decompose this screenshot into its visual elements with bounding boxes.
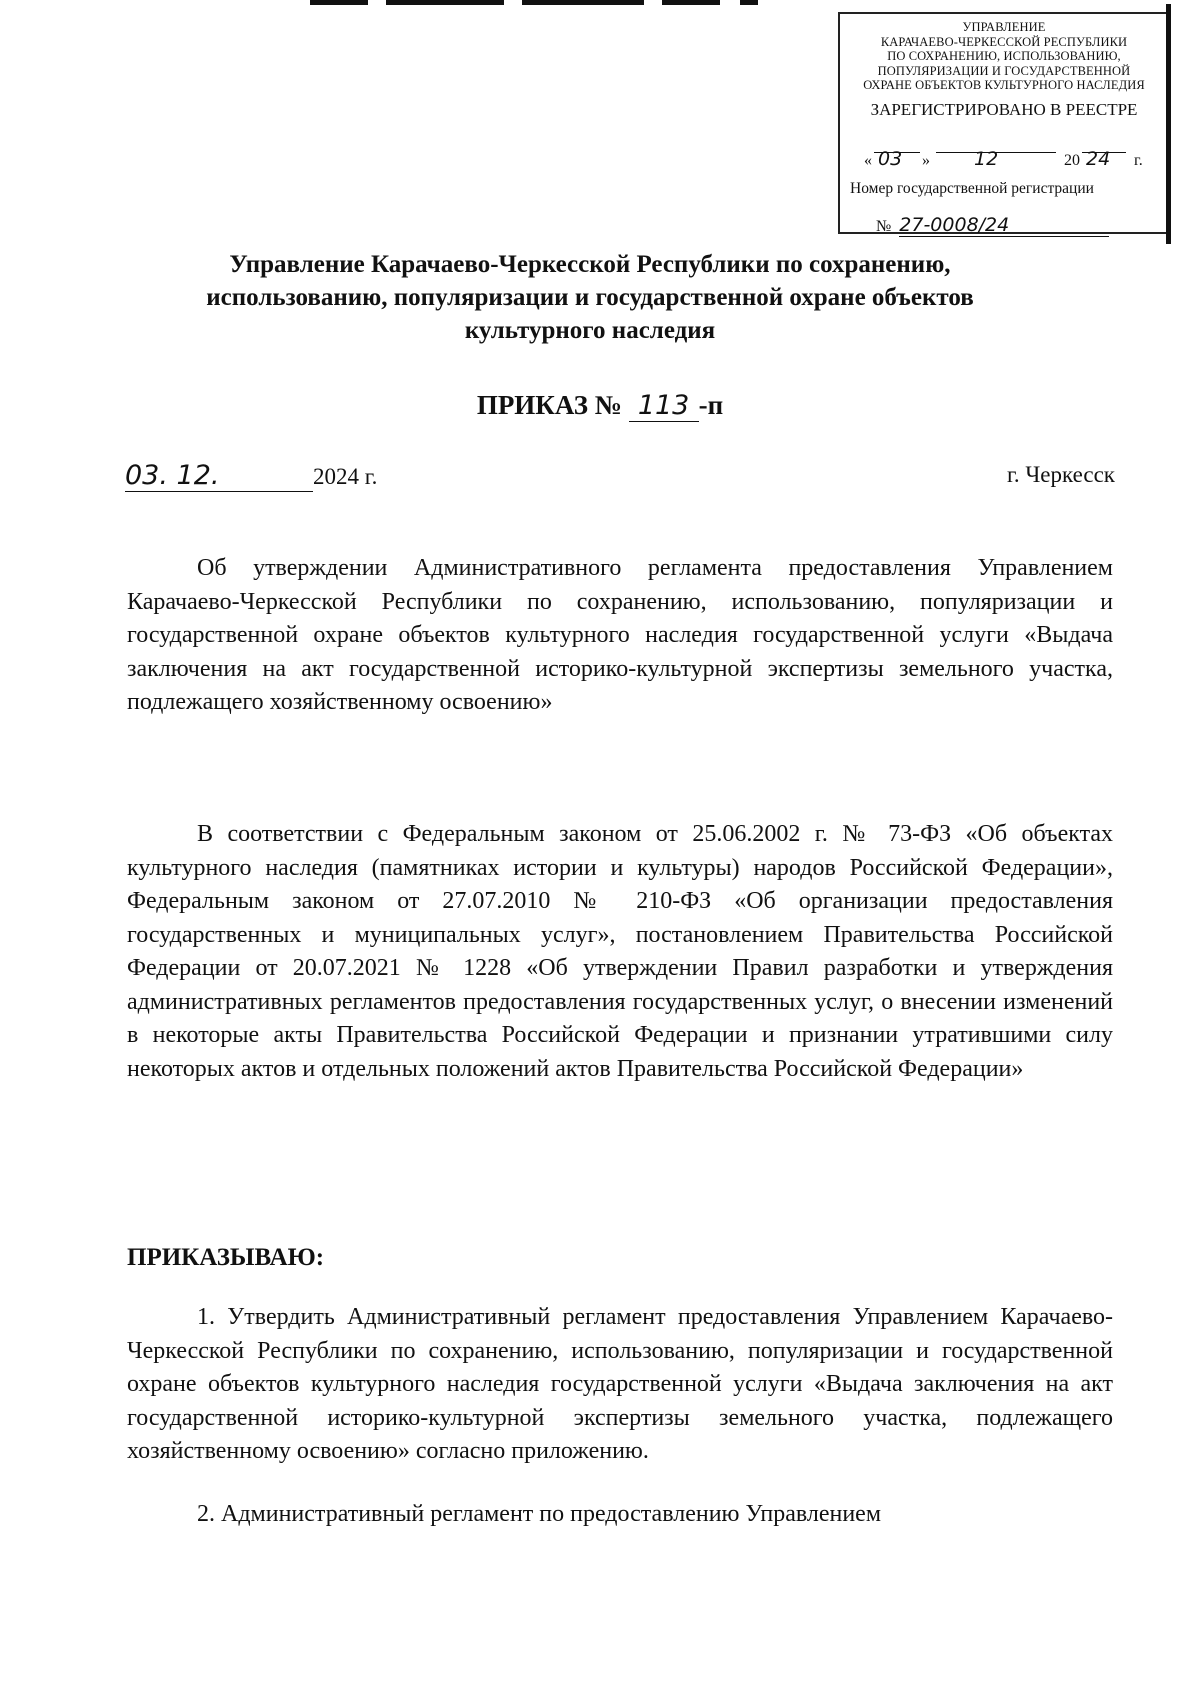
order-subject: Об утверждении Административного регламента предоставления Управлением Карачаево-Черкесской Республики по сохранению, использованию, популяризации и государственной охране объектов культурного наследия государственной услуги «Выдача заключения на акт государственной историко-культурной экспертизы земельного участка, подлежащего хозяйственному освоению» xyxy=(127,555,1113,715)
stamp-year: 24 xyxy=(1086,148,1111,170)
order-title: ПРИКАЗ № 113 -п xyxy=(476,390,724,421)
order-date-row xyxy=(125,460,1115,492)
order-word: ПРИКАЗЫВАЮ: xyxy=(127,1244,325,1271)
registration-stamp xyxy=(838,12,1170,234)
stamp-month: 12 xyxy=(974,148,999,170)
stamp-organization: УПРАВЛЕНИЕ КАРАЧАЕВО-ЧЕРКЕССКОЙ РЕСПУБЛИКИ ПО СОХРАНЕНИЮ, ИСПОЛЬЗОВАНИЮ, ПОПУЛЯРИЗАЦИИ И ГОСУДАРСТВЕННОЙ ОХРАНЕ ОБЪЕКТОВ КУЛЬТУРНОГО НАСЛЕДИЯ xyxy=(863,20,1145,92)
order-city: г. Черкесск xyxy=(1007,462,1115,487)
organization-title: Управление Карачаево-Черкесской Республики по сохранению, использованию, популяризации и государственной охране объектов культурного наследия xyxy=(206,251,974,344)
stamp-number-value: 27-0008/24 xyxy=(899,214,1109,237)
order-year: 2024 г. xyxy=(313,464,378,489)
stamp-date: « 03 » 12 20 24 г. xyxy=(864,148,1143,170)
stamp-day: 03 xyxy=(878,148,903,170)
order-item-2: 2. Административный регламент по предоставлению Управлением xyxy=(197,1501,882,1527)
order-date-handwritten: 03. 12. xyxy=(125,460,313,492)
preamble: В соответствии с Федеральным законом от 25.06.2002 г. № 73-ФЗ «Об объектах культурного наследия (памятниках истории и культуры) народов Российской Федерации», Федеральным законом от 27.07.2010 № 210-ФЗ «Об организации предоставления государственных и муниципальных услуг», постановлением Правительства Российской Федерации от 20.07.2021 № 1228 «Об утверждении Правил разработки и утверждения административных регламентов предоставления государственных услуг, о внесении изменений в некоторые акты Правительства Российской Федерации и признании утратившими силу некоторых актов и отдельных положений актов Правительства Российской Федерации» xyxy=(127,821,1113,1082)
stamp-corner-mark xyxy=(1166,4,1171,244)
stamp-registered-label: ЗАРЕГИСТРИРОВАНО В РЕЕСТРЕ xyxy=(870,99,1138,119)
stamp-number-label: Номер государственной регистрации xyxy=(850,180,1094,197)
order-number: 113 xyxy=(629,390,699,422)
stamp-number: № 27-0008/24 xyxy=(876,214,1126,237)
order-item-1: 1. Утвердить Административный регламент предоставления Управлением Карачаево-Черкесской Республики по сохранению, использованию, популяризации и государственной охране объектов культурного наследия государственной услуги «Выдача заключения на акт государственной историко-культурной экспертизы земельного участка, подлежащего хозяйственному освоению» согласно приложению. xyxy=(127,1304,1113,1464)
